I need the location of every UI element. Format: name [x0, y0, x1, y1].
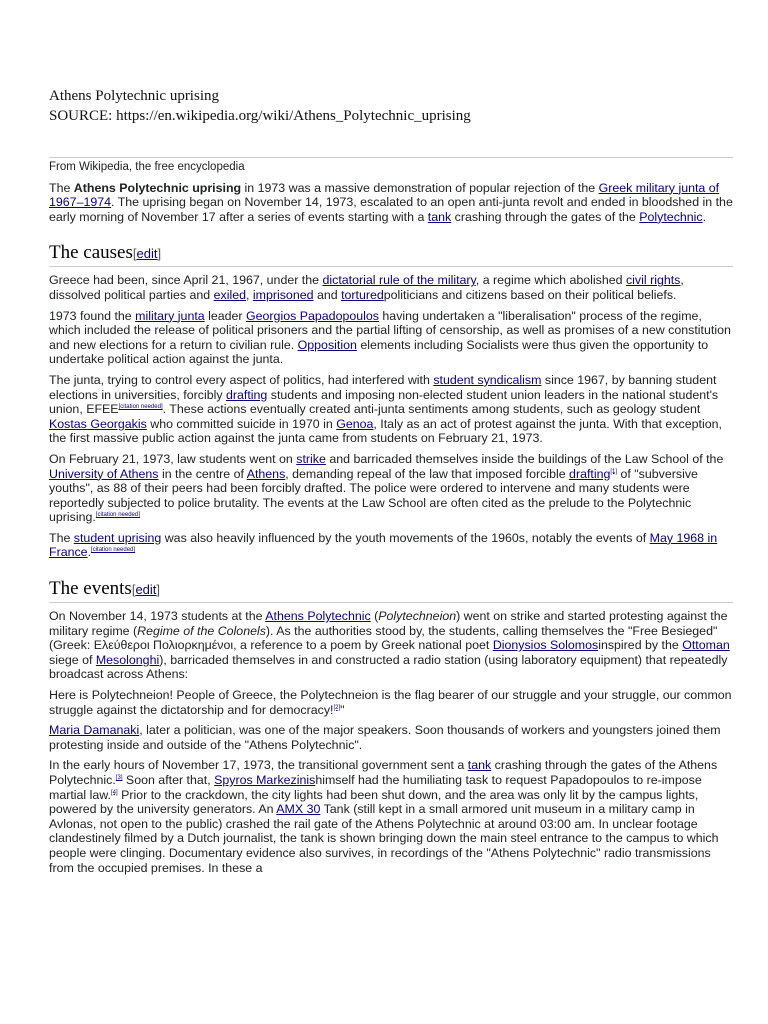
link-mesolonghi[interactable]: Mesolonghi: [95, 652, 160, 667]
text: , a regime which abolished: [475, 273, 626, 288]
text: , Italy as an act of protest against the junta. With that exception, the first massive public action against the junta came from students on February 21, 1973.: [49, 416, 722, 446]
bracket: ]: [156, 582, 161, 598]
text: On November 14, 1973 students at the: [49, 609, 266, 624]
link-genoa[interactable]: Genoa: [336, 416, 374, 431]
text: and: [313, 287, 342, 302]
article-subject: Athens Polytechnic uprising: [73, 180, 242, 195]
edit-section-events: [132, 582, 160, 597]
text: having undertaken a "liberalisation" process of the regime, which included the release of political prisoners and the partial lifting of censorship, as well as promises of a new constitution and new elections for a return to civilian rule.: [49, 308, 731, 352]
link-athens-polytechnic[interactable]: Athens Polytechnic: [265, 609, 371, 624]
text: himself had the humiliating task to request Papadopoulos to re-impose martial law.: [49, 773, 702, 802]
text: (: [370, 609, 379, 624]
text: crashing through the gates of the Athens Polytechnic.: [49, 758, 718, 787]
events-paragraph-2: [49, 688, 733, 717]
text: ), barricaded themselves in and constructed a radio station (using laboratory equipment) that repeatedly broadcast across Athens:: [49, 652, 728, 682]
link-student-syndicalism[interactable]: student syndicalism: [433, 372, 542, 387]
link-tortured[interactable]: tortured: [341, 287, 384, 302]
text: ) went on strike and started protesting against the military regime (: [49, 609, 728, 638]
link-tank[interactable]: tank: [427, 209, 452, 224]
italic-text: Regime of the Colonels: [137, 623, 266, 638]
link-civil-rights[interactable]: civil rights: [625, 273, 681, 288]
link-imprisoned[interactable]: imprisoned: [252, 287, 314, 302]
causes-paragraph-3: [49, 373, 733, 446]
causes-paragraph-2: [49, 309, 733, 367]
link-dionysios-solomos[interactable]: Dionysios Solomos: [492, 638, 599, 653]
document-title: Athens Polytechnic uprising: [49, 88, 219, 104]
bracket: ]: [157, 246, 162, 262]
link-kostas-georgakis[interactable]: Kostas Georgakis: [49, 416, 147, 431]
text: , dissolved political parties and: [49, 273, 684, 302]
citation-needed: [91, 547, 135, 553]
text: of "subversive youths", as 88 of their peers had been forcibly drafted. The police were ordered to intervene and many students were reportedly subjected to police brutality. The events at the Law School are often cited as the prelude to the Polytechnic uprising.: [49, 466, 698, 525]
text: and barricaded themselves inside the buildings of the Law School of the: [325, 451, 724, 466]
text: Prior to the crackdown, the city lights had been shut down, and the area was only lit by the campus lights, powered by the university generators. An: [49, 787, 699, 817]
article-body: [49, 160, 733, 881]
text: The: [49, 180, 74, 195]
heading-text: The causes: [49, 242, 133, 264]
edit-link-causes[interactable]: edit: [136, 246, 158, 262]
link-strike[interactable]: strike: [296, 451, 326, 466]
causes-paragraph-4: [49, 452, 733, 525]
text: in the centre of: [158, 466, 247, 481]
bracket: [: [132, 246, 137, 262]
footnote-link-1[interactable]: [1]: [610, 468, 618, 475]
site-tagline: From Wikipedia, the free encyclopedia: [49, 161, 245, 173]
events-paragraph-3: [49, 723, 733, 752]
footnote-link-2[interactable]: [2]: [333, 704, 341, 711]
link-maria-damanaki[interactable]: Maria Damanaki: [49, 723, 140, 738]
text: .: [702, 209, 707, 224]
events-paragraph-4: [49, 758, 733, 875]
edit-section-causes: [133, 246, 161, 261]
link-athens[interactable]: Athens: [246, 466, 286, 481]
text: The junta, trying to control every aspect of politics, had interfered with: [49, 372, 434, 387]
text: , later a politician, was one of the major speakers. Soon thousands of workers and youngsters joined them protesting inside and outside of the "Athens Polytechnic".: [49, 723, 721, 752]
link-military-junta[interactable]: military junta: [135, 308, 205, 323]
text: who committed suicide in 1970 in: [146, 416, 337, 431]
text: students and imposing non-elected student union leaders in the national student's union, EFEE: [49, 387, 719, 417]
text: , demanding repeal of the law that imposed forcible: [285, 466, 570, 481]
text: in 1973 was a massive demonstration of popular rejection of the: [241, 180, 599, 195]
link-ottoman[interactable]: Ottoman: [682, 638, 730, 653]
edit-link-events[interactable]: edit: [135, 582, 157, 598]
link-polytechnic[interactable]: Polytechnic: [639, 209, 703, 224]
text: ). As the authorities stood by, the students, calling themselves the "Free Besieged" (Greek: Ελεύθεροι Πολιορκημένοι, a reference to a poem by Greek national poet: [49, 623, 718, 653]
text: In the early hours of November 17, 1973, the transitional government sent a: [49, 758, 468, 773]
text: siege of: [49, 652, 96, 667]
text: leader: [204, 308, 247, 323]
link-university-of-athens[interactable]: University of Athens: [49, 466, 159, 481]
citation-needed-link[interactable]: [citation needed]: [118, 404, 163, 410]
citation-needed: [119, 404, 163, 410]
link-dictatorial-rule[interactable]: dictatorial rule of the military: [322, 273, 476, 288]
text: On February 21, 1973, law students went on: [49, 451, 297, 466]
document-source: SOURCE: https://en.wikipedia.org/wiki/Athens_Polytechnic_uprising: [49, 108, 471, 124]
link-exiled[interactable]: exiled: [213, 287, 246, 302]
italic-text: Polytechneion: [378, 609, 457, 624]
link-amx-30[interactable]: AMX 30: [276, 802, 321, 817]
text: crashing through the gates of the: [451, 209, 640, 224]
section-heading-events: [49, 578, 733, 603]
link-georgios-papadopoulos[interactable]: Georgios Papadopoulos: [246, 308, 379, 323]
link-opposition[interactable]: Opposition: [297, 337, 357, 352]
text: 1973 found the: [49, 308, 136, 323]
heading-text: The events: [49, 578, 132, 600]
text: politicians and citizens based on their political beliefs.: [383, 287, 677, 302]
text: ": [340, 702, 345, 717]
link-greek-military-junta[interactable]: Greek military junta of 1967–1974: [49, 180, 720, 210]
footnote-ref: [111, 789, 118, 795]
text: Soon after that,: [122, 773, 215, 787]
text: Here is Polytechneion! People of Greece, the Polytechneion is the flag bearer of our struggle and your struggle, our common struggle against the dictatorship and for democracy!: [49, 688, 732, 717]
text: Tank (still kept in a small armored unit museum in a military camp in Avlonas, not open to the public) crashed the rail gate of the Athens Polytechnic at around 03:00 am. In unclear footage clandestinely filmed by a Dutch journalist, the tank is shown bringing down the main steel entrance to the campus to which people were clinging. Documentary evidence also survives, in recordings of the "Athens Polytechnic" radio transmissions from the occupied premises. In these a: [49, 802, 719, 875]
link-drafting[interactable]: drafting: [225, 387, 268, 402]
causes-paragraph-1: [49, 273, 733, 302]
text: elements including Socialists were thus given the opportunity to undertake political action against the junta.: [49, 337, 709, 367]
text: . The uprising began on November 14, 1973, escalated to an open anti-junta revolt and ended in bloodshed in the early morning of November 17 after a series of events starting with a: [49, 195, 733, 224]
footnote-link-4[interactable]: [4]: [110, 789, 118, 796]
intro-paragraph: [49, 181, 733, 225]
text: The: [49, 530, 74, 545]
text: since 1967, by banning student elections in universities, forcibly: [49, 372, 717, 402]
text: inspired by the: [598, 638, 683, 653]
citation-needed-link[interactable]: [citation needed]: [91, 547, 136, 554]
citation-needed: [96, 512, 140, 518]
link-drafting[interactable]: drafting: [569, 466, 611, 481]
citation-needed-link[interactable]: [citation needed]: [95, 512, 140, 519]
causes-paragraph-5: [49, 531, 733, 560]
top-divider: [49, 157, 733, 158]
link-student-uprising[interactable]: student uprising: [73, 530, 162, 545]
footnote-link-3[interactable]: [3]: [115, 774, 123, 781]
text: was also heavily influenced by the youth movements of the 1960s, notably the events of: [161, 530, 650, 545]
link-tank[interactable]: tank: [467, 758, 492, 773]
text: . These actions eventually created anti-junta sentiments among students, such as geology student: [162, 402, 701, 417]
link-may-1968-in-france[interactable]: May 1968 in France: [49, 530, 718, 560]
link-spyros-markezinis[interactable]: Spyros Markezinis: [214, 773, 316, 787]
events-paragraph-1: [49, 609, 733, 682]
bracket: [: [131, 582, 136, 598]
text: .: [87, 545, 92, 560]
text: ,: [246, 287, 253, 302]
text: Greece had been, since April 21, 1967, under the: [49, 273, 323, 288]
section-heading-causes: [49, 242, 733, 267]
